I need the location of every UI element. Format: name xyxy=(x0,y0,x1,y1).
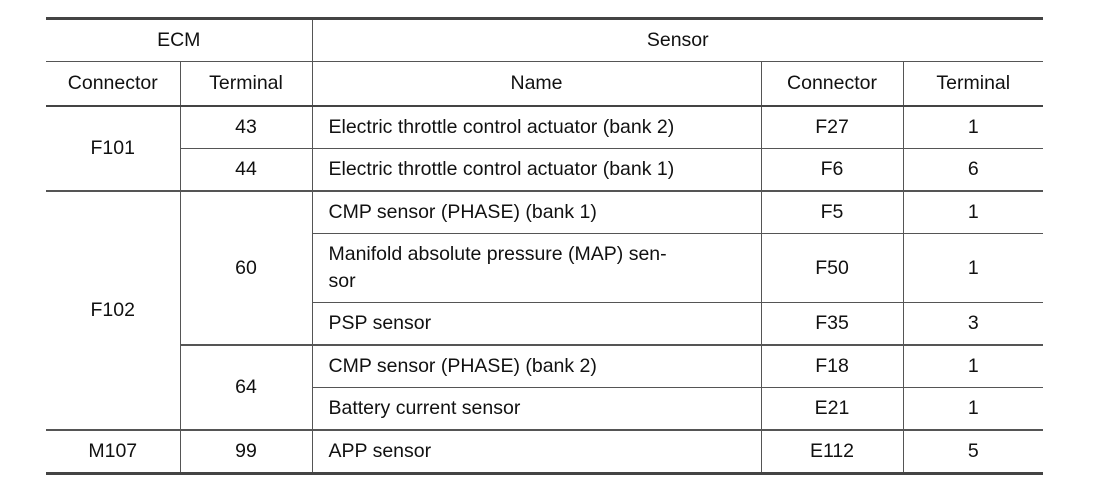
ecm-connector-cell: F101 xyxy=(46,106,180,191)
sensor-connector-cell: E112 xyxy=(761,430,903,474)
sensor-name-cell: Electric throttle control actuator (bank 2) xyxy=(312,106,761,149)
sensor-connector-cell: F27 xyxy=(761,106,903,149)
ecm-connector-cell: M107 xyxy=(46,430,180,474)
sensor-connector-cell: F5 xyxy=(761,191,903,234)
table-row xyxy=(46,345,1043,388)
sensor-terminal-cell: 5 xyxy=(903,430,1043,474)
sensor-name-cell: CMP sensor (PHASE) (bank 1) xyxy=(312,191,761,234)
sensor-connector-cell: F18 xyxy=(761,345,903,388)
sensor-name-line-1: Manifold absolute pressure (MAP) sen- xyxy=(328,243,667,265)
header-row-1 xyxy=(46,19,1043,62)
ecm-connector-header: Connector xyxy=(46,62,180,107)
ecm-header: ECM xyxy=(46,19,312,62)
sensor-terminal-cell: 1 xyxy=(903,106,1043,149)
sensor-terminal-cell: 3 xyxy=(903,303,1043,346)
sensor-name-cell: APP sensor xyxy=(312,430,761,474)
sensor-terminal-cell: 1 xyxy=(903,388,1043,431)
sensor-connector-cell: F6 xyxy=(761,149,903,192)
sensor-name-cell: CMP sensor (PHASE) (bank 2) xyxy=(312,345,761,388)
sensor-name-cell: Electric throttle control actuator (bank 1) xyxy=(312,149,761,192)
sensor-terminal-cell: 1 xyxy=(903,191,1043,234)
ecm-sensor-table xyxy=(46,17,1043,475)
ecm-terminal-cell: 99 xyxy=(180,430,312,474)
header-row-2 xyxy=(46,62,1043,107)
ecm-terminal-cell: 44 xyxy=(180,149,312,192)
sensor-name-cell: PSP sensor xyxy=(312,303,761,346)
sensor-name-cell xyxy=(312,234,761,303)
sensor-terminal-header: Terminal xyxy=(903,62,1043,107)
table-row xyxy=(46,106,1043,149)
sensor-connector-header: Connector xyxy=(761,62,903,107)
sensor-terminal-cell: 6 xyxy=(903,149,1043,192)
table-row xyxy=(46,191,1043,234)
sensor-connector-cell: F50 xyxy=(761,234,903,303)
ecm-connector-cell: F102 xyxy=(46,191,180,430)
sensor-name-line-2: sor xyxy=(328,270,356,292)
sensor-connector-cell: E21 xyxy=(761,388,903,431)
ecm-terminal-cell: 43 xyxy=(180,106,312,149)
sensor-terminal-cell: 1 xyxy=(903,345,1043,388)
sensor-name-header: Name xyxy=(312,62,761,107)
table-row xyxy=(46,149,1043,192)
ecm-terminal-cell: 60 xyxy=(180,191,312,345)
sensor-header: Sensor xyxy=(312,19,1043,62)
ecm-terminal-header: Terminal xyxy=(180,62,312,107)
sensor-name-cell: Battery current sensor xyxy=(312,388,761,431)
ecm-terminal-cell: 64 xyxy=(180,345,312,430)
sensor-connector-cell: F35 xyxy=(761,303,903,346)
sensor-terminal-cell: 1 xyxy=(903,234,1043,303)
table-row xyxy=(46,430,1043,474)
